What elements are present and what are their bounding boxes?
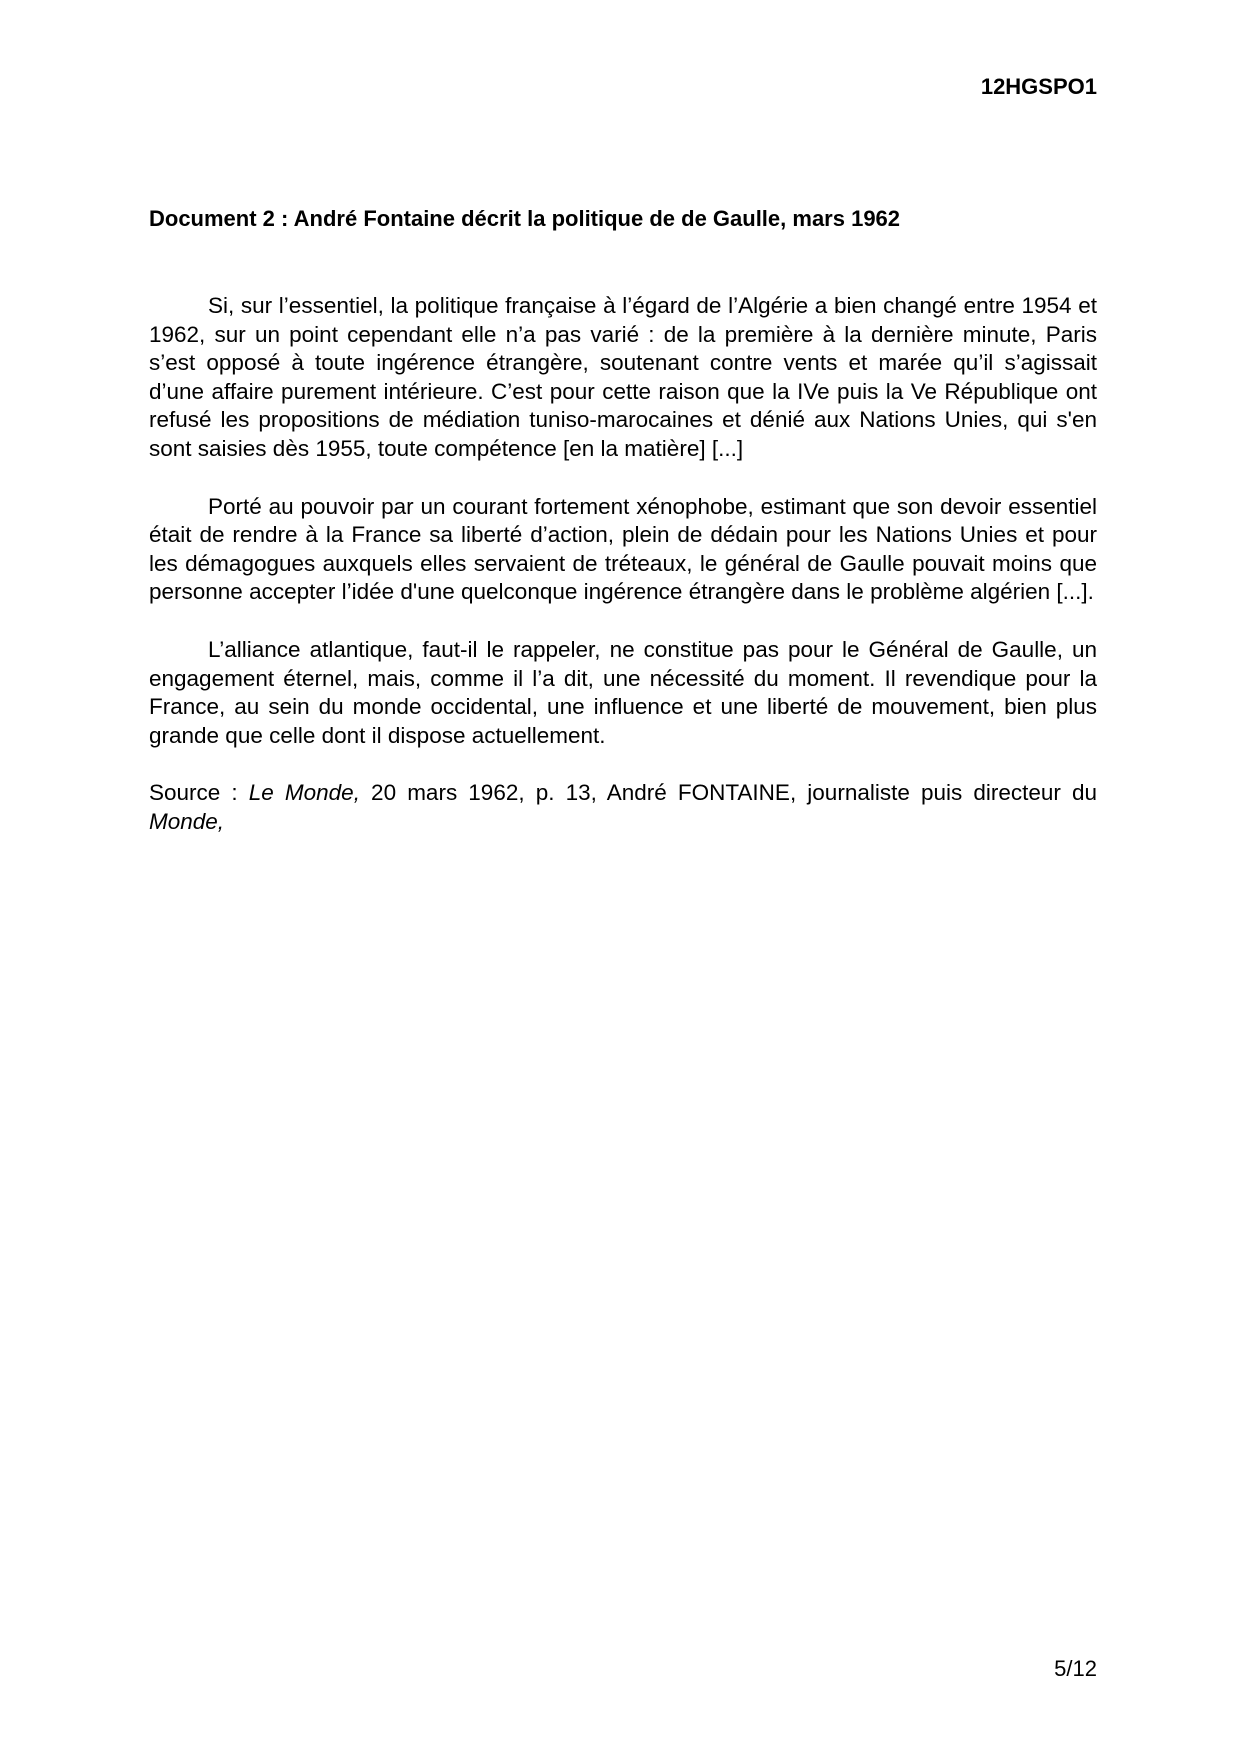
paragraph-1: Si, sur l’essentiel, la politique française à l’égard de l’Algérie a bien changé entre 1954 et 1962, sur un point cependant elle n’a pas varié : de la première à la dernière minute, Paris s’est opposé à toute ingérence étrangère, soutenant contre vents et marée qu’il s’agissait d’une affaire purement intérieure. C’est pour cette raison que la IVe puis la Ve République ont refusé les propositions de médiation tuniso-marocaines et dénié aux Nations Unies, qui s'en sont saisies dès 1955, toute compétence [en la matière] [...]: [149, 293, 1097, 461]
paragraph-2: Porté au pouvoir par un courant fortement xénophobe, estimant que son devoir essentiel était de rendre à la France sa liberté d’action, plein de dédain pour les Nations Unies et pour les démagogues auxquels elles servaient de tréteaux, le général de Gaulle pouvait moins que personne accepter l’idée d'une quelconque ingérence étrangère dans le problème algérien [...].: [149, 493, 1097, 605]
paragraph-3: L’alliance atlantique, faut-il le rappeler, ne constitue pas pour le Général de Gaulle, un engagement éternel, mais, comme il l’a dit, une nécessité du moment. Il revendique pour la France, au sein du monde occidental, une influence et une liberté de mouvement, bien plus grande que celle dont il dispose actuellement.: [149, 636, 1097, 748]
document-code: 12HGSPO1: [980, 74, 1097, 99]
page-number: 5/12: [1054, 1656, 1097, 1681]
source-details: 20 mars 1962, p. 13, André FONTAINE, journaliste puis directeur du: [359, 780, 1098, 806]
source-prefix: Source :: [149, 780, 249, 806]
source-publication: Le Monde,: [248, 780, 360, 806]
document-title: Document 2 : André Fontaine décrit la politique de de Gaulle, mars 1962: [149, 206, 901, 231]
document-body: [149, 292, 1097, 866]
source-citation: [149, 779, 1097, 836]
source-publication-end: Monde,: [149, 808, 225, 834]
